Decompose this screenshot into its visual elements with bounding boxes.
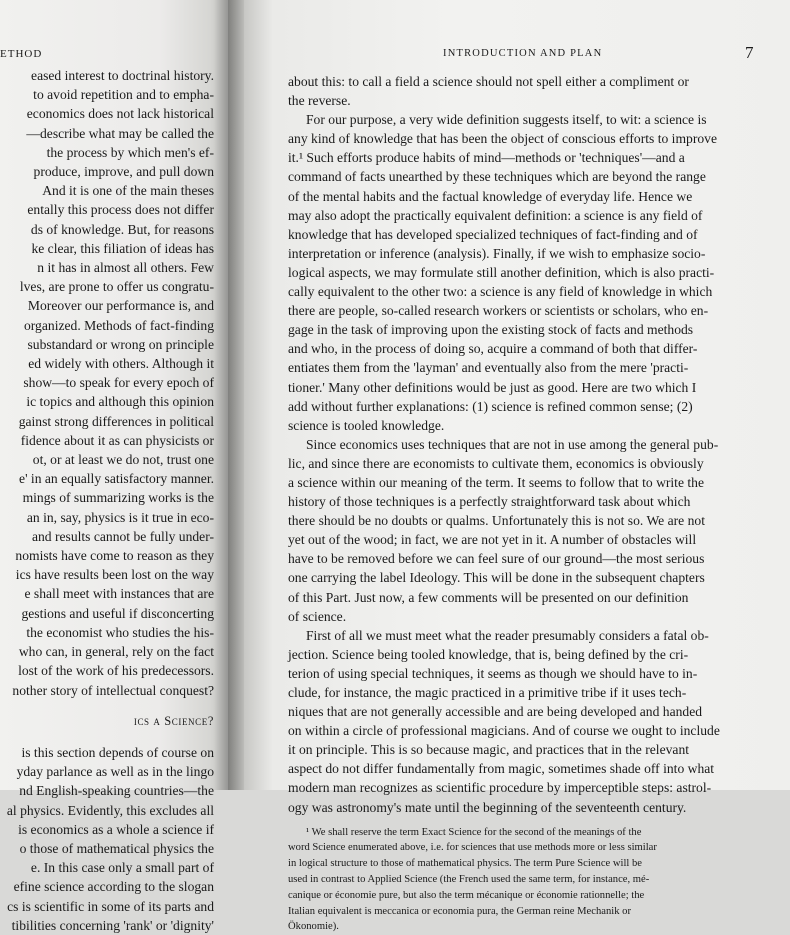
text-line: terion of using special techniques, it seems as though we should have to in- [288,665,698,681]
text-line: yday parlance as well as in the lingo [16,764,214,780]
text-line: it.¹ Such efforts produce habits of mind—methods or 'techniques'—and a [288,150,685,166]
text-line: produce, improve, and pull down [33,164,214,180]
text-line: al physics. Evidently, this excludes all [6,802,214,818]
text-line: clude, for instance, the magic practiced in a primitive tribe if it uses tech- [288,685,687,700]
text-line: who can, in general, rely on the fact [18,644,214,660]
text-line: lic, and since there are economists to cultivate them, economics is obviously [288,455,704,471]
text-line: cs is scientific in some of its parts and [7,898,214,914]
text-line: and who, in the process of doing so, acquire a command of both that differ- [288,341,698,357]
text-line: aspect do not differ fundamentally from magic, sometimes shade off into what [288,761,715,777]
text-line: For our purpose, a very wide definition suggests itself, to wit: a science is [306,112,707,128]
text-line: a science within our meaning of the term. It seems to follow that to write the [288,474,705,490]
text-line: knowledge that has developed specialized techniques of fact-finding and of [288,226,698,242]
text-line: there should be no doubts or qualms. Unfortunately this is not so. We are not [288,513,705,529]
text-line: of science. [288,608,347,624]
footnote-line: in logical structure to those of mathematical physics. The term Pure Science will be [288,858,643,870]
text-line: the reverse. [288,93,351,109]
text-line: —describe what may be called the [26,125,214,141]
text-line: it on principle. This is so because magic, and practices that in the relevant [288,742,690,758]
left-running-head: ETHOD [0,48,43,60]
text-line: is this section depends of course on [21,744,214,760]
text-line: substandard or wrong on principle [27,336,214,352]
paragraph [288,110,748,435]
footnote-line: Ökonomie). [288,921,339,933]
text-line: e shall meet with instances that are [24,586,214,602]
footnote-line: used in contrast to Applied Science (the French used the same term, for instance, mé- [288,874,650,886]
text-line: ogy was astronomy's mate until the beginning of the seventeenth century. [288,799,687,815]
text-line: tioner.' Many other definitions would be just as good. Here are two which I [288,379,697,395]
text-line: of this Part. Just now, a few comments will be presented on our definition [288,589,689,605]
paragraph [288,435,748,626]
text-line: yet out of the wood; in fact, we are not yet in it. A number of obstacles will [288,532,697,548]
text-line: have to be removed before we can feel sure of our ground—the most serious [288,551,705,567]
text-line: lost of the work of his predecessors. [18,663,214,679]
text-line: And it is one of the main theses [42,183,214,199]
paragraph [288,72,748,110]
section-heading: ics a Science? [133,713,214,728]
text-line: entiates them from the 'layman' and eventually also from the mere 'practi- [288,360,689,376]
text-line: entally this process does not differ [27,202,214,218]
text-line: an in, say, physics is it true in eco- [26,509,214,525]
text-line: gage in the task of improving upon the existing stock of facts and methods [288,322,694,338]
text-line: efine science according to the slogan [13,879,214,895]
text-line: the process by which men's ef- [46,144,214,160]
text-line: of the mental habits and the factual knowledge of everyday life. Hence we [288,188,693,204]
text-line: ds of knowledge. But, for reasons [30,221,214,237]
text-line: fidence about it as can physicists or [20,432,214,448]
text-line: command of facts unearthed by these techniques which are beyond the range [288,169,706,185]
text-line: n it has in almost all others. Few [37,260,214,276]
text-line: First of all we must meet what the reader presumably considers a fatal ob- [306,627,709,643]
text-line: lves, are prone to offer us congratu- [19,279,214,295]
text-line: interpretation or inference (analysis). Finally, if we wish to emphasize socio- [288,245,706,261]
text-line: e. In this case only a small part of [30,860,214,876]
text-line: eased interest to doctrinal history. [31,68,214,83]
text-line: may also adopt the practically equivalent definition: a science is any field of [288,207,703,223]
text-line: is economics as a whole a science if [18,821,214,837]
text-line: about this: to call a field a science should not spell either a compliment or [288,74,689,89]
text-line: Since economics uses techniques that are not in use among the general pub- [306,436,719,452]
text-line: Moreover our performance is, and [27,298,214,314]
text-line: any kind of knowledge that has been the object of conscious efforts to improve [288,131,717,147]
text-line: one carrying the label Ideology. This will be done in the subsequent chapters [288,570,705,586]
text-line: on within a circle of professional magicians. And of course we ought to include [288,723,720,739]
footnote-line: word Science enumerated above, i.e. for sciences that use methods more or less similar [288,842,657,854]
text-line: show—to speak for every epoch of [23,375,214,391]
text-line: cally equivalent to the other two: a science is any field of knowledge in which [288,284,713,300]
text-line: mings of summarizing works is the [22,490,214,506]
left-page [0,0,228,933]
text-line: history of those techniques is a perfectly straightforward task about which [288,494,691,510]
footnote [288,825,748,935]
right-running-head: INTRODUCTION AND PLAN [443,48,603,59]
text-line: ics have results been lost on the way [15,567,214,583]
text-line: o those of mathematical physics the [19,840,214,856]
right-page-text [288,72,748,935]
text-line: economics does not lack historical [26,106,214,122]
text-line: science is tooled knowledge. [288,417,445,433]
paragraph [288,626,748,817]
text-line: organized. Methods of fact-finding [23,317,214,333]
text-line: e' in an equally satisfactory manner. [19,471,214,487]
text-line: modern man recognizes as scientific procedure by imperceptible steps: astrol- [288,780,712,796]
text-line: and results cannot be fully under- [31,528,214,544]
text-line: there are people, so-called research workers or scientists or scholars, who en- [288,303,709,319]
footnote-line: Italian equivalent is meccanica or economia pura, the German reine Mechanik or [288,905,631,917]
text-line: gainst strong differences in political [18,413,214,429]
text-line: add without further explanations: (1) science is refined common sense; (2) [288,398,693,414]
text-line: ot, or at least we do not, trust one [32,452,214,468]
text-line: ed widely with others. Although it [28,356,214,372]
book-gutter-shadow [214,0,244,790]
left-page-text [0,66,214,935]
text-line: ke clear, this filiation of ideas has [31,240,214,256]
footnote-line: canique or économie pure, but also the term mécanique or économie rationnelle; the [288,889,645,901]
text-line: to avoid repetition and to empha- [33,87,214,103]
right-page [228,0,790,933]
text-line: tibilities concerning 'rank' or 'dignity' [11,917,214,933]
text-line: nother story of intellectual conquest? [12,682,214,698]
text-line: logical aspects, we may formulate still another definition, which is also practi- [288,264,715,280]
text-line: jection. Science being tooled knowledge, that is, being defined by the cri- [288,646,689,662]
page-number: 7 [745,43,754,62]
footnote-line: ¹ We shall reserve the term Exact Science for the second of the meanings of the [306,826,642,838]
text-line: niques that are not generally accessible and are being developed and handed [288,704,703,720]
text-line: nd English-speaking countries—the [19,783,214,799]
text-line: ic topics and although this opinion [26,394,214,410]
text-line: gestions and useful if disconcerting [21,605,214,621]
text-line: nomists have come to reason as they [15,548,214,564]
text-line: the economist who studies the his- [26,624,214,640]
